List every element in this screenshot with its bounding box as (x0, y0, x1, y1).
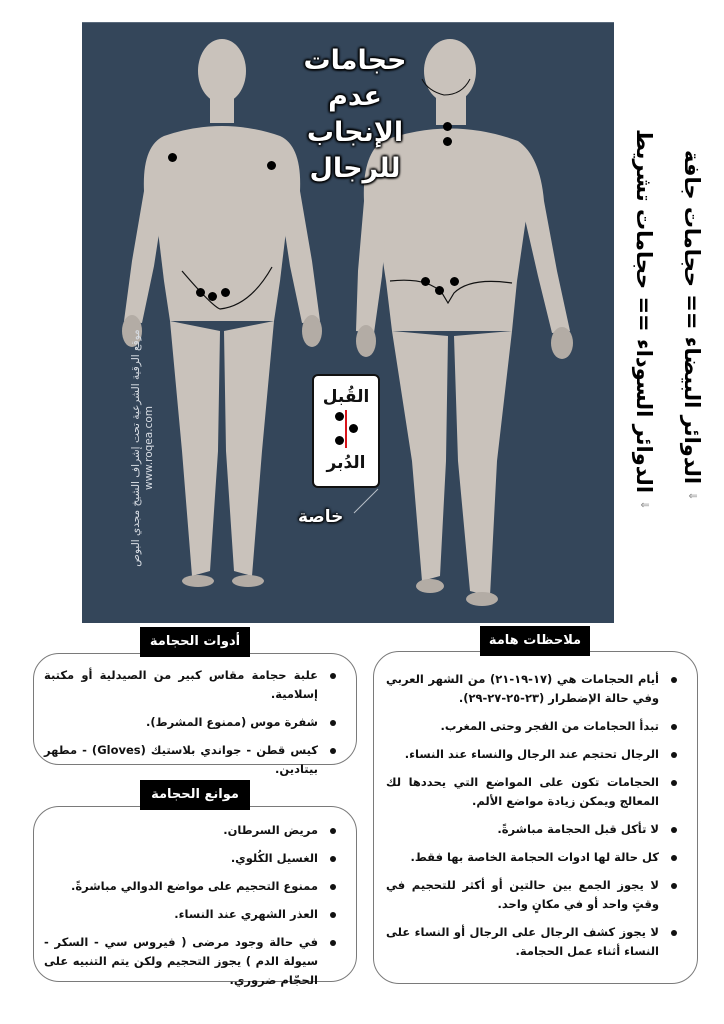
black-circles-legend (620, 129, 656, 510)
notes-list (386, 670, 683, 961)
watermark-url: www.roqea.com (143, 406, 155, 490)
list-item: الغسيل الكُلوي. (44, 849, 342, 868)
contraindications-section-title: موانع الحجامة (140, 780, 250, 810)
list-item: في حالة وجود مرضى ( فيروس سي - السكر - سيولة الدم ) يجوز التحجيم ولكن يتم التنبيه على الحجّام ضروري. (44, 933, 342, 990)
cupping-point-back-sacrum-1 (421, 277, 430, 286)
poster-title (280, 43, 430, 187)
list-item: ممنوع التحجيم على مواضع الدوالي مباشرةً. (44, 877, 342, 896)
white-circles-label: الدوائر البيضاء == حجامات جافة (680, 150, 704, 485)
cupping-point-front-groin-1 (196, 288, 205, 297)
watermark (130, 303, 170, 593)
cupping-point-front-groin-3 (221, 288, 230, 297)
cupping-point-back-sacrum-2 (435, 286, 444, 295)
cupping-point-front-groin-2 (208, 292, 217, 301)
notes-section-title: ملاحظات هامة (480, 626, 590, 656)
tools-section (33, 653, 357, 776)
title-line-3: للرجال (309, 153, 401, 184)
list-item: أيام الحجامات هي (١٧-١٩-٢١) من الشهر العربي وفي حالة الإضطرار (٢٣-٢٥-٢٧-٢٩). (386, 670, 683, 708)
cupping-point-back-neck-2 (443, 137, 452, 146)
legend-dots (331, 410, 361, 450)
list-item: الرجال تحتجم عند الرجال والنساء عند النساء. (386, 745, 683, 764)
color-legend (618, 129, 718, 510)
title-line-1: حجامات (303, 45, 407, 76)
list-item: شفرة موس (ممنوع المشرط). (44, 713, 342, 732)
down-arrow-icon: ⇓ (638, 500, 651, 510)
list-item: كل حالة لها ادوات الحجامة الخاصة بها فقط. (386, 848, 683, 867)
cupping-point-front-shoulder-left (267, 161, 276, 170)
white-circles-legend (668, 150, 704, 510)
list-item: لا يجوز كشف الرجال على الرجال أو النساء على النساء أثناء عمل الحجامة. (386, 923, 683, 961)
list-item: علبة حجامة مقاس كبير من الصيدلية أو مكتبة إسلامية. (44, 666, 342, 704)
legend-top-label: القُبل (322, 387, 370, 407)
cupping-point-back-sacrum-3 (450, 277, 459, 286)
notes-section (373, 651, 698, 984)
list-item: العذر الشهري عند النساء. (44, 905, 342, 924)
pointer-line (350, 487, 380, 517)
list-item: تبدأ الحجامات من الفجر وحتى المغرب. (386, 717, 683, 736)
cupping-point-back-neck-1 (443, 122, 452, 131)
list-item: لا يجوز الجمع بين حالتين أو أكثر للتحجيم في وقتٍ واحد أو في مكانٍ واحد. (386, 876, 683, 914)
poster-image (82, 22, 614, 623)
contraindications-section (33, 806, 357, 987)
legend-card (312, 374, 380, 488)
tools-list (44, 666, 342, 779)
legend-dot-1 (335, 412, 344, 421)
list-item: مريض السرطان. (44, 821, 342, 840)
legend-bottom-label: الدُبر (326, 453, 366, 473)
list-item: لا تأكل قبل الحجامة مباشرةً. (386, 820, 683, 839)
legend-dot-2 (349, 424, 358, 433)
legend-divider (345, 410, 347, 448)
tools-section-title: أدوات الحجامة (140, 627, 250, 657)
cupping-point-front-shoulder-right (168, 153, 177, 162)
watermark-site-name: موقع الرقية الشرعية تحت إشراف الشيخ مجدي البوص (130, 329, 142, 567)
title-line-2: عدم الإنجاب (306, 81, 404, 148)
black-circles-label: الدوائر السوداء == حجامات تشريط (632, 129, 656, 494)
legend-dot-3 (335, 436, 344, 445)
contraindications-list (44, 821, 342, 990)
list-item: الحجامات تكون على المواضع التي يحددها لك المعالج ويمكن زيادة مواضع الألم. (386, 773, 683, 811)
list-item: كيس قطن - جواندي بلاستيك (Gloves) - مطهر بيتادين. (44, 741, 342, 779)
special-label: خاصة (298, 507, 344, 527)
down-arrow-icon: ⇓ (686, 491, 699, 501)
